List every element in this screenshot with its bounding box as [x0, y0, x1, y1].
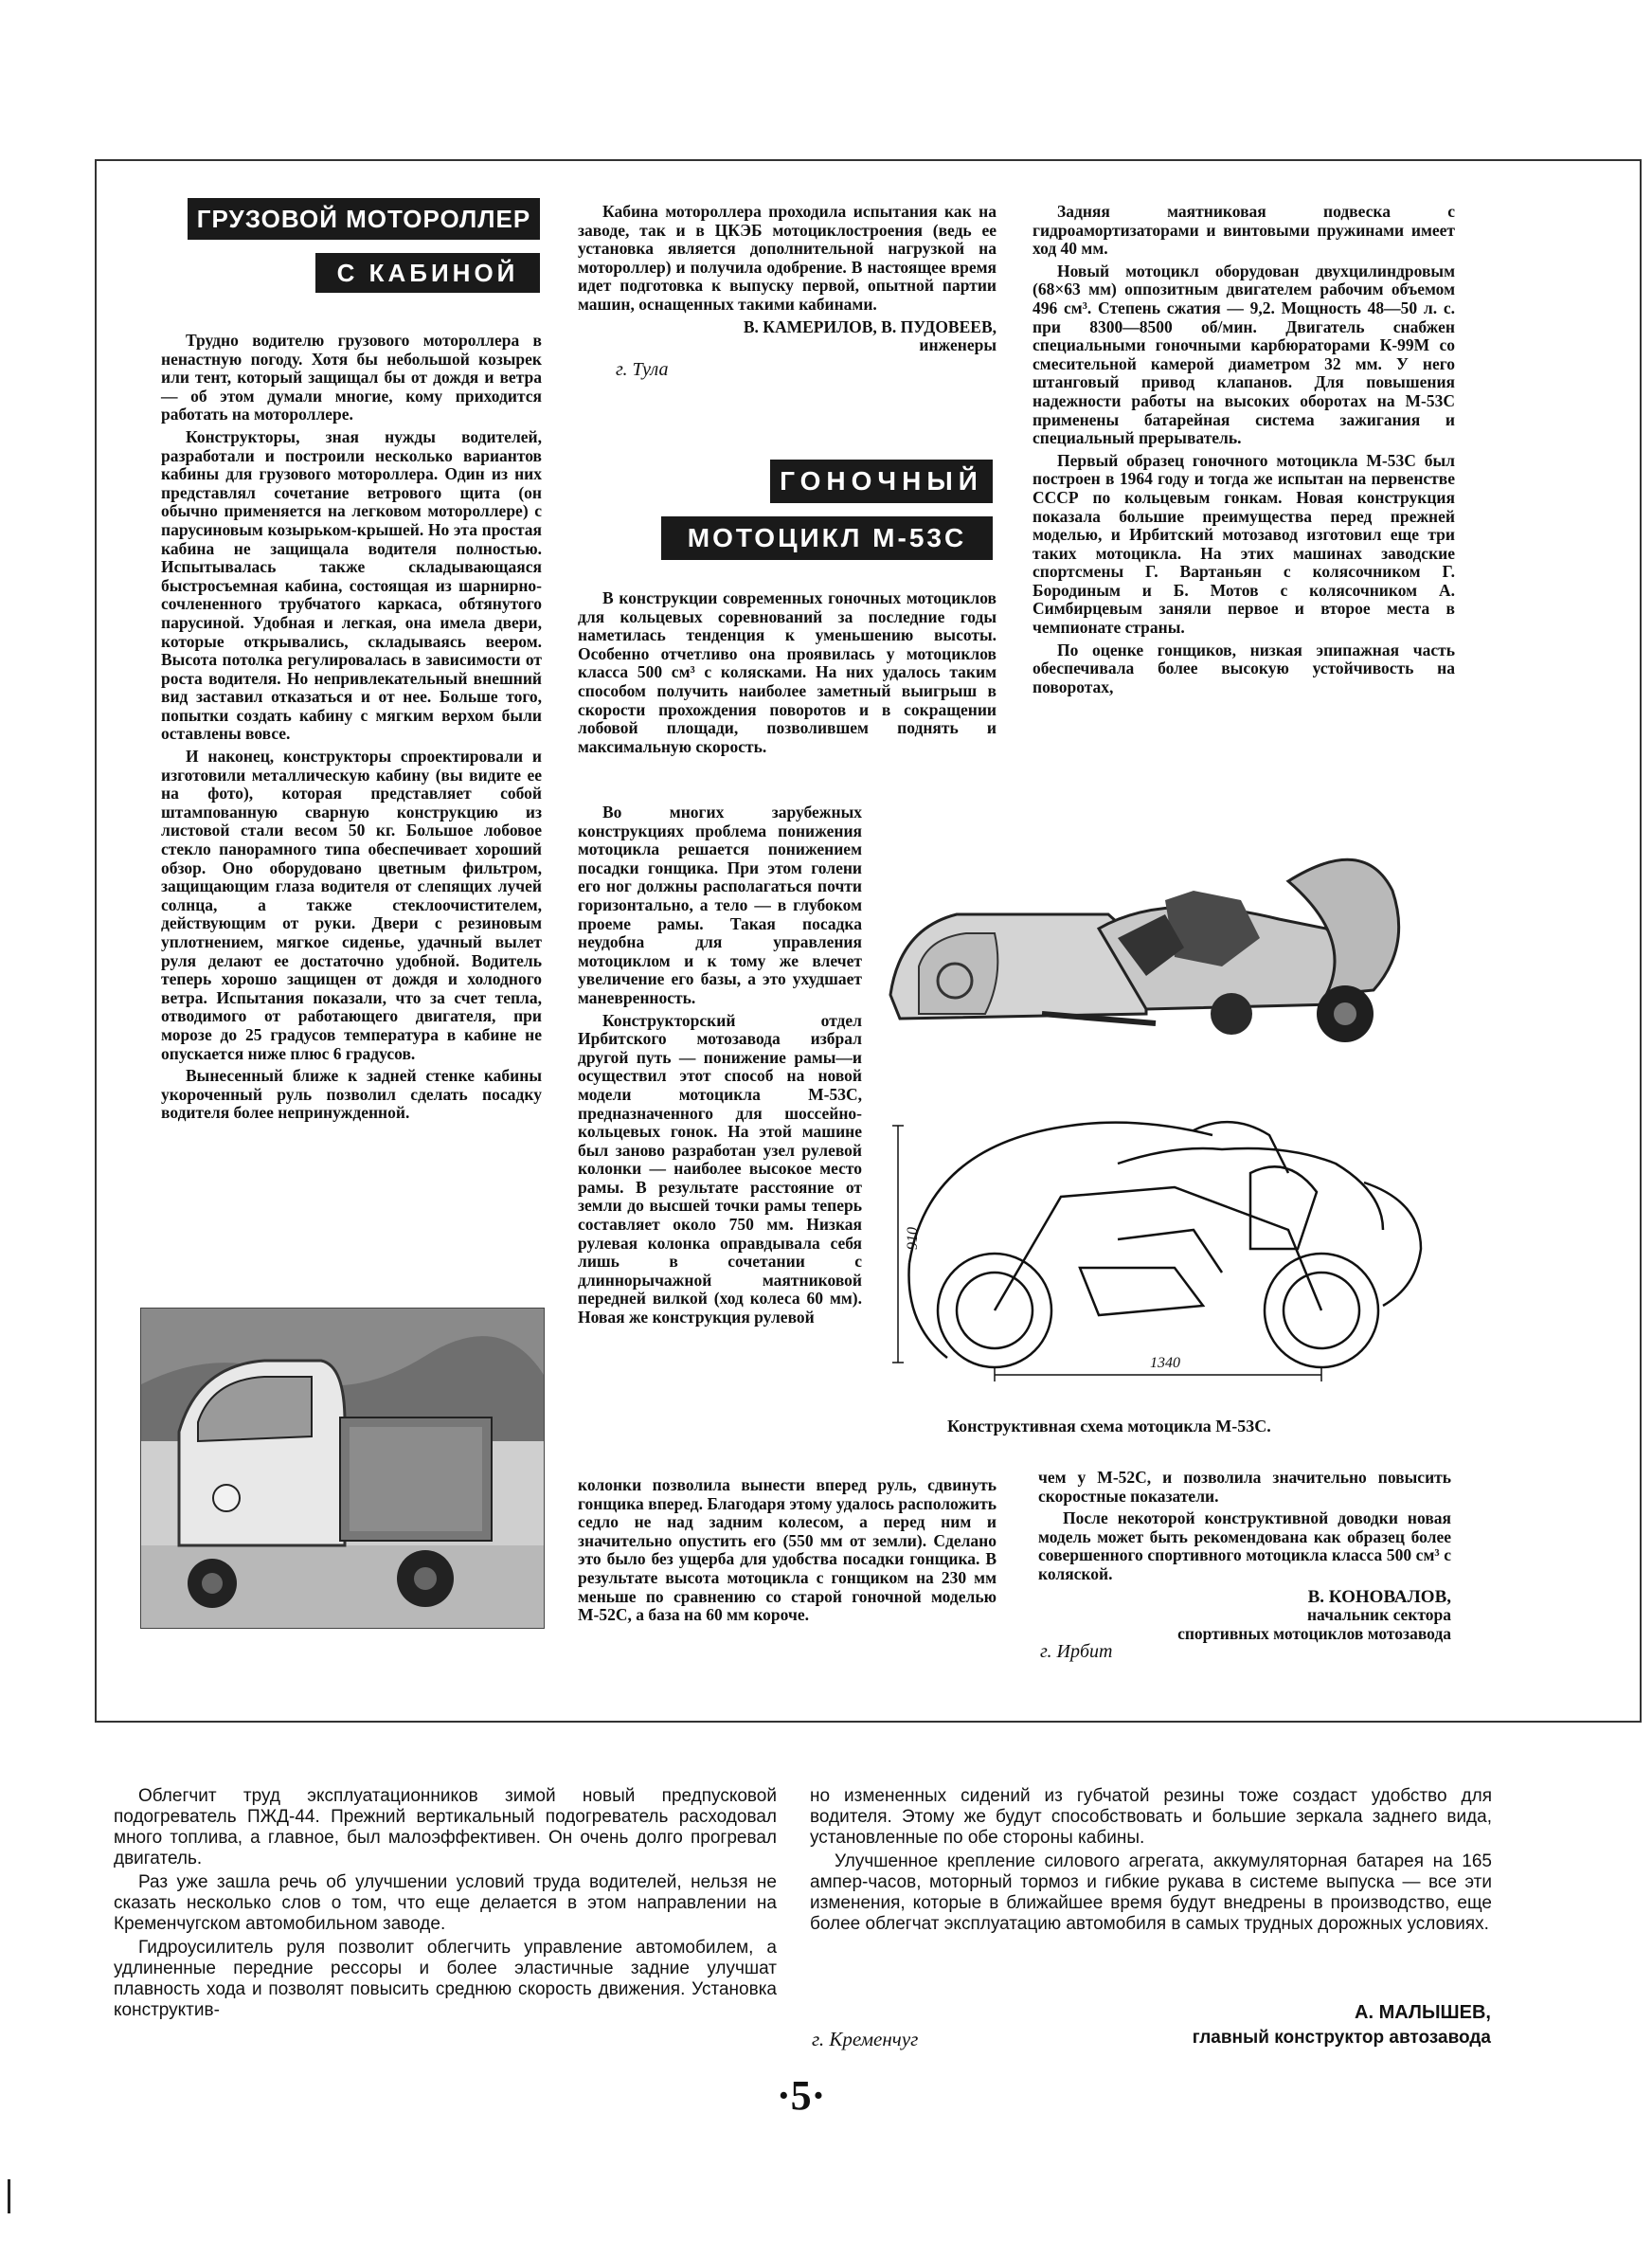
paragraph: Улучшенное крепление силового агрегата, аккумуляторная батарея на 165 ампер-часов, моторный тормоз и гибкие рукава в системе выпуска — все эти изменения, которые в ближайшее время будут внедрены в производство, еще более облегчат эксплуатацию автомобиля в самых трудных дорожных условиях. [810, 1851, 1492, 1934]
bottom-article-col1 [114, 1786, 777, 2024]
motorcycle-diagram [890, 1107, 1440, 1381]
dimension-height: 910 [905, 1227, 921, 1250]
paragraph: колонки позволила вынести вперед руль, сдвинуть гонщика вперед. Благодаря этому удалось расположить седло не над задним колесом, а перед ним и значительно опустить его (550 мм от земли). Сделано это было без ущерба для удобства посадки гонщика. В результате высота мотоцикла с гонщиком на 230 мм меньше по сравнению со старой гоночной моделью М-52С, а база на 60 мм короче. [578, 1475, 997, 1625]
article1-city: г. Тула [616, 358, 669, 380]
article2-city: г. Ирбит [1040, 1641, 1113, 1663]
article2-title-line1: ГОНОЧНЫЙ [770, 460, 993, 503]
article2-author-role2: спортивных мотоциклов мотозавода [1177, 1623, 1451, 1643]
paragraph: но измененных сидений из губчатой резины тоже создаст удобство для водителя. Этому же будут способствовать и большие зеркала заднего вида, установленные по обе стороны кабины. [810, 1786, 1492, 1848]
bottom-author-role: главный конструктор автозавода [1192, 2028, 1491, 2048]
paragraph: Гидроусилитель руля позволит облегчить управление автомобилем, а удлиненные передние рессоры и более эластичные задние улучшат плавность хода и позволят повысить среднюю скорость движения. Установка конструктив- [114, 1938, 777, 2020]
paragraph: Вынесенный ближе к задней стенке кабины укороченный руль позволил сделать посадку водителя более непринужденной. [161, 1066, 542, 1123]
article2-right-column [1032, 203, 1455, 700]
article1-authors-role: инженеры [919, 335, 997, 355]
paragraph: Раз уже зашла речь об улучшении условий труда водителей, нельзя не сказать несколько слов о том, что еще делается в этом направлении на Кременчугском автомобильном заводе. [114, 1872, 777, 1934]
article1-title-line2: С КАБИНОЙ [315, 253, 540, 293]
paragraph: После некоторой конструктивной доводки новая модель может быть рекомендована как образец более совершенного спортивного мотоцикла класса 500 см³ с коляской. [1038, 1508, 1451, 1583]
bottom-city: г. Кременчуг [812, 2028, 919, 2050]
paragraph: Трудно водителю грузового мотороллера в ненастную погоду. Хотя бы небольшой козырек или тент, который защищал бы от дождя и ветра — об этом думали многие, кому приходится работать на мотороллере. [161, 331, 542, 424]
paragraph: Облегчит труд эксплуатационников зимой новый предпусковой подогреватель ПЖД-44. Прежний вертикальный подогреватель расходовал много топлива, а главное, был малоэффективен. Он очень долго прогревал двигатель. [114, 1786, 777, 1869]
paragraph: По оценке гонщиков, низкая эпипажная часть обеспечивала более высокую устойчивость на поворотах, [1032, 640, 1455, 696]
article1-continuation [578, 203, 997, 379]
paragraph: Задняя маятниковая подвеска с гидроамортизаторами и винтовыми пружинами имеет ход 40 мм. [1032, 202, 1455, 259]
article2-author: В. КОНОВАЛОВ, [1307, 1586, 1451, 1607]
paragraph: Конструкторы, зная нужды водителей, разработали и построили несколько вариантов кабины для грузового мотороллера. Один из них представлял сочетание ветрового щита (он обычно применяется на легковом мотороллере) с парусиновым козырьком-крышей. Но эта простая кабина не защищала водителя полностью. Испытывалась также складывающаяся быстросъемная кабина, состоящая из шарнирно-сочлененного трубчатого каркаса, обтянутого парусиной. Удобная и легкая, она имела двери, которые открывались, складываясь веером. Высота потолка регулировалась в зависимости от роста водителя. Но непривлекательный внешний вид заставил отказаться и от нее. Больше того, попытки создать кабину с мягким верхом были оставлены вовсе. [161, 426, 542, 744]
bottom-article-col2 [810, 1786, 1492, 1938]
paragraph: чем у М-52С, и позволила значительно повысить скоростные показатели. [1038, 1468, 1451, 1506]
article1-title-line1: ГРУЗОВОЙ МОТОРОЛЛЕР [188, 198, 540, 240]
paragraph: Новый мотоцикл оборудован двухцилиндровым (68×63 мм) оппозитным двигателем рабочим объемом 496 см³. Степень сжатия — 9,2. Мощность 48—50 л. с. при 8300—8500 об/мин. Двигатель снабжен специальными гоночными карбюраторами К-99М со смесительной камерой диаметром 32 мм. У него штанговый привод клапанов. Для повышения надежности работы на высоких оборотах на М-53С применены батарейная система зажигания и специальный прерыватель. [1032, 261, 1455, 448]
scooter-cabin-photo [140, 1308, 545, 1629]
bottom-author: А. МАЛЫШЕВ, [1355, 2002, 1491, 2023]
paragraph: Во многих зарубежных конструкциях проблема понижения мотоцикла решается понижением посадки гонщика. При этом голени его ног должны располагаться почти горизонтально, а тело — в глубоком проеме рамы. Такая посадка неудобна для управления мотоциклом и к тому же влечет увеличение его базы, а это ухудшает маневренность. [578, 803, 862, 1007]
construction-scheme-illustration [890, 1107, 1440, 1381]
motorcycle-photo-illustration [881, 824, 1428, 1052]
article2-author-role1: начальник сектора [1306, 1605, 1451, 1625]
dimension-base: 1340 [1146, 1355, 1184, 1372]
paragraph: Кабина мотороллера проходила испытания как на заводе, так и в ЦКЭБ мотоциклостроения (ведь ее установка является дополнительной нагрузкой на мотороллер) и получила одобрение. В настоящее время идет подготовка к выпуску первой, опытной партии машин, оснащенных такими кабинами. [578, 202, 997, 314]
diagram-caption: Конструктивная схема мотоцикла М-53С. [947, 1417, 1271, 1435]
paragraph: В конструкции современных гоночных мотоциклов для кольцевых соревнований за последние годы наметилась тенденция к уменьшению высоты. Особенно отчетливо она проявилась у мотоциклов класса 500 см³ с колясками. На них удалось таким способом получить наиболее заметный выигрыш в скорости прохождения поворотов и в сокращении лобовой площади, позволившем поднять и максимальную скорость. [578, 588, 997, 756]
article2-intro [578, 589, 997, 760]
scooter-photo-illustration [141, 1309, 544, 1628]
paragraph: И наконец, конструкторы спроектировали и изготовили металлическую кабину (вы видите ее на фото), которая представляет собой штампованную сварную конструкцию из листовой стали весом 50 кг. Большое лобовое стекло панорамного типа обеспечивает хороший обзор. Оно оборудовано цветным фильтром, защищающим глаза водителя от слепящих лучей солнца, а также стеклоочистителем, действующим от руки. Двери с резиновым уплотнением, мягкое сиденье, удачный вылет руля делают ее достаточно удобной. Водитель теперь хорошо защищен от дождя и холодного ветра. Испытания показали, что за счет тепла, отводимого от работающего двигателя, при морозе до 25 градусов температура в кабине не опускается ниже плюс 6 градусов. [161, 747, 542, 1063]
article2-title-line2: МОТОЦИКЛ М-53С [661, 516, 993, 560]
article1-body [161, 332, 542, 1127]
article2-right-tail [1038, 1469, 1451, 1662]
paragraph: Первый образец гоночного мотоцикла М-53С был построен в 1964 году и тогда же испытан на первенстве СССР по кольцевым гонкам. Новая конструкция показала большие преимущества перед прежней моделью, и Ирбитский мотозавод изготовил еще три таких мотоцикла. На этих машинах заводские спортсмены Г. Вартаньян с колясочником Г. Бородиным и Б. Мотов с колясочником А. Симбирцевым заняли первое и второе места в чемпионате страны. [1032, 450, 1455, 638]
article2-narrow [578, 803, 862, 1331]
page-number: ·5· [777, 2072, 826, 2119]
paragraph: Конструкторский отдел Ирбитского мотозавода избрал другой путь — понижение рамы—и осуществил этот способ на новой модели мотоцикла М-53С, предназначенного для шоссейно-кольцевых гонок. На этой машине был заново разработан узел рулевой колонки — наиболее высокое место рамы. В результате расстояние от земли до высшей точки рамы теперь составляет около 750 мм. Низкая рулевая колонка оправдывала себя лишь в сочетании с длиннорычажной маятниковой передней вилкой (ход колеса 60 мм). Новая же конструкция рулевой [578, 1010, 862, 1327]
article1-authors: В. КАМЕРИЛОВ, В. ПУДОВЕЕВ, [743, 316, 997, 336]
article2-tail [578, 1476, 997, 1629]
scan-margin-mark [8, 2179, 10, 2213]
motorcycle-photo [881, 824, 1428, 1052]
